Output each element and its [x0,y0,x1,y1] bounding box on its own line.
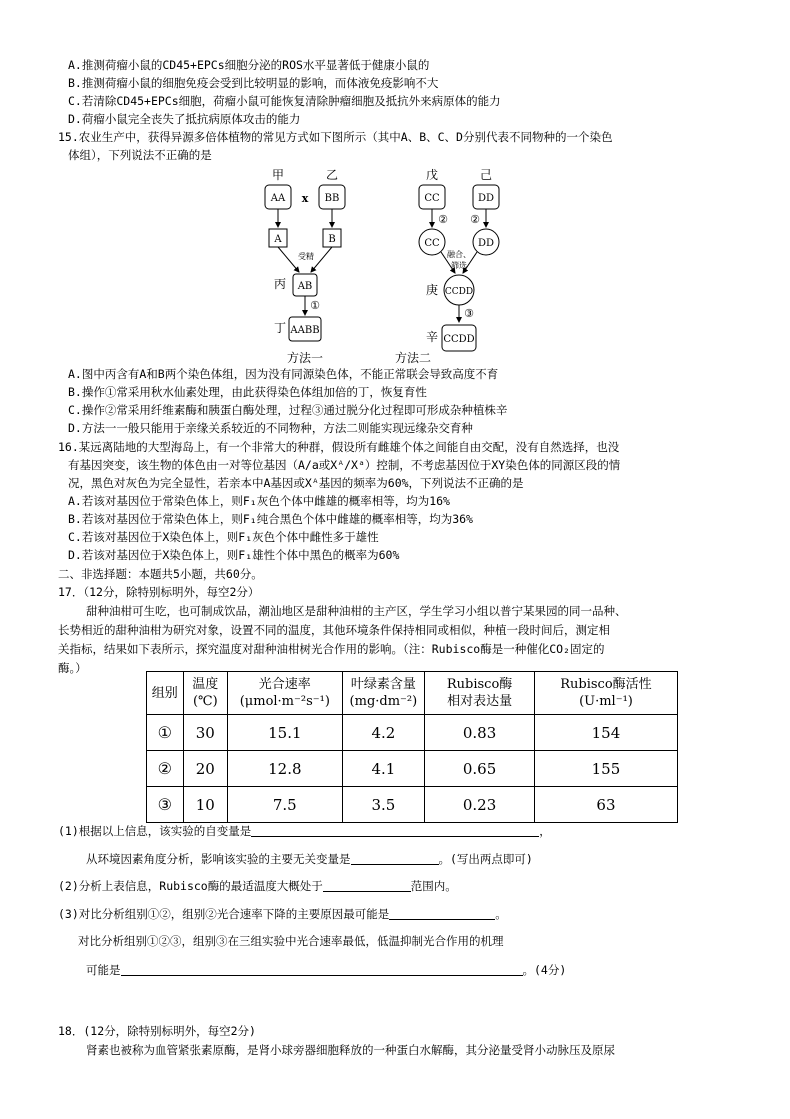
text-ab: AB [297,281,313,292]
q14-option-a: A.推测荷瘤小鼠的CD45+EPCs细胞分泌的ROS水平显著低于健康小鼠的 [68,58,430,72]
polyploid-breeding-diagram [255,165,555,370]
q16-stem-line3: 况，黑色对灰色为完全显性，若亲本中A基因或Xᴬ基因的频率为60%，下列说法不正确的是 [68,476,524,490]
q17-intro-line1: 甜种油柑可生吃，也可制成饮品，潮汕地区是甜种油柑的主产区，学生学习小组以普宁某果园的同一品种、 [86,604,627,618]
cell-group: ② [147,751,184,787]
cell-rate: 15.1 [228,715,342,751]
cell-rate: 12.8 [228,751,342,787]
label-bing: 丙 [273,277,287,291]
text-bb: BB [324,193,340,204]
q17-data-table [146,671,678,823]
q15-option-c: C.操作②常采用纤维素酶和胰蛋白酶处理，过程③通过脱分化过程即可形成杂种植株辛 [68,403,508,417]
answer-blank-5[interactable] [121,961,523,976]
cell-chlorophyll: 4.2 [342,715,425,751]
cell-group: ③ [147,787,184,823]
label-fuse2: 筛选 [451,261,467,270]
cell-expression: 0.23 [425,787,535,823]
op1: ① [310,299,320,312]
q16-option-d: D.若该对基因位于X染色体上，则F₁雄性个体中黑色的概率为60% [68,548,400,562]
label-jia: 甲 [271,168,285,182]
text-b: B [328,234,336,245]
label-fuse1: 融合、 [447,250,471,259]
text-cell-ccdd: CCDD [444,287,474,297]
q17-sub3-b: 对比分析组别①②③，组别③在三组实验中光合速率最低，低温抑制光合作用的机理 [78,934,504,948]
label-ji: 己 [479,168,493,182]
table-row [147,715,678,751]
q17-intro-line2: 长势相近的甜种油柑为研究对象，设置不同的温度，其他环境条件保持相同或相似，种植一段时间后，测定相 [58,623,610,637]
cell-temp: 30 [183,715,228,751]
q14-option-d: D.荷瘤小鼠完全丧失了抵抗病原体攻击的能力 [68,112,301,126]
q18-line1: 肾素也被称为血管紧张素原酶，是肾小球旁器细胞释放的一种蛋白水解酶，其分泌量受肾小动脉压及原尿 [86,1043,615,1057]
text-dd: DD [477,193,495,204]
text-aa: AA [270,193,286,204]
table-row [147,751,678,787]
q16-stem-line2: 有基因突变，该生物的体色由一对等位基因（A/a或Xᴬ/Xᵃ）控制，不考虑基因位于XY染色体的同源区段的情 [68,458,621,472]
text-aabb: AABB [290,325,320,336]
cell-activity: 154 [534,715,677,751]
cell-activity: 63 [534,787,677,823]
q15-option-a: A.图中丙含有A和B两个染色体组，因为没有同源染色体，不能正常联会导致高度不育 [68,367,499,381]
q17-intro-line4: 酶。） [58,661,87,675]
text-cell-dd: DD [477,238,495,249]
text-a: A [274,234,282,245]
header-photosynthesis-rate: 光合速率 (μmol·m⁻²s⁻¹) [228,672,342,715]
q17-header: 17．（12分，除特别标明外，每空2分） [58,585,260,599]
q14-option-c: C.若清除CD45+EPCs细胞，荷瘤小鼠可能恢复清除肿瘤细胞及抵抗外来病原体的能力 [68,94,501,108]
q17-sub2: (2)分析上表信息，Rubisco酶的最适温度大概处于 范围内。 [58,879,457,893]
cell-expression: 0.83 [425,715,535,751]
q15-stem-line1: 15.农业生产中，获得异源多倍体植物的常见方式如下图所示（其中A、B、C、D分别代表不同物种的一个染色 [58,130,613,144]
label-method2: 方法二 [394,351,432,365]
op2-right: ② [470,213,480,226]
cell-activity: 155 [534,751,677,787]
answer-blank-1[interactable] [251,822,539,837]
header-rubisco-expression: Rubisco酶 相对表达量 [425,672,535,715]
label-method1: 方法一 [286,351,324,365]
table-row [147,787,678,823]
header-temperature: 温度 (℃) [183,672,228,715]
cell-chlorophyll: 3.5 [342,787,425,823]
label-yi: 乙 [325,168,339,182]
cell-temp: 10 [183,787,228,823]
label-fertilization: 受精 [298,252,314,261]
q16-option-b: B.若该对基因位于常染色体上，则F₁纯合黑色个体中雌雄的概率相等，均为36% [68,512,473,526]
text-cc: CC [424,193,440,204]
text-plant-ccdd: CCDD [443,334,475,345]
header-group: 组别 [147,672,184,715]
q17-sub3-a: (3)对比分析组别①②，组别②光合速率下降的主要原因最可能是 。 [58,907,507,921]
cell-rate: 7.5 [228,787,342,823]
answer-blank-4[interactable] [389,905,495,920]
q17-sub3-c: 可能是 。(4分) [86,963,567,977]
q15-option-d: D.方法一一般只能用于亲缘关系较近的不同物种，方法二则能实现远缘杂交育种 [68,421,473,435]
cell-group: ① [147,715,184,751]
q17-sub1-a: (1)根据以上信息，该实验的自变量是 ， [58,824,551,838]
answer-blank-3[interactable] [323,877,411,892]
q16-option-c: C.若该对基因位于X染色体上，则F₁灰色个体中雌性多于雄性 [68,530,379,544]
header-chlorophyll: 叶绿素含量 (mg·dm⁻²) [342,672,425,715]
q14-option-b: B.推测荷瘤小鼠的细胞免疫会受到比较明显的影响，而体液免疫影响不大 [68,76,439,90]
q16-stem-line1: 16.某远离陆地的大型海岛上，有一个非常大的种群，假设所有雌雄个体之间能自由交配，没有自然选择，也没 [58,440,620,454]
q17-sub1-b: 从环境因素角度分析，影响该实验的主要无关变量是 。(写出两点即可) [86,852,533,866]
label-ding: 丁 [273,321,287,335]
q18-header: 18．(12分，除特别标明外，每空2分) [58,1024,256,1038]
cell-expression: 0.65 [425,751,535,787]
section-heading: 二、非选择题：本题共5小题，共60分。 [58,567,263,581]
op3: ③ [464,307,474,320]
label-geng: 庚 [425,283,439,297]
cell-temp: 20 [183,751,228,787]
header-rubisco-activity: Rubisco酶活性 (U·ml⁻¹) [534,672,677,715]
q15-option-b: B.操作①常采用秋水仙素处理，由此获得染色体组加倍的丁，恢复育性 [68,385,427,399]
answer-blank-2[interactable] [351,850,439,865]
label-wu: 戊 [425,168,439,182]
op2-left: ② [438,213,448,226]
text-cell-cc: CC [424,238,440,249]
cell-chlorophyll: 4.1 [342,751,425,787]
q15-stem-line2: 体组），下列说法不正确的是 [68,148,212,162]
q16-option-a: A.若该对基因位于常染色体上，则F₁灰色个体中雌雄的概率相等，均为16% [68,494,450,508]
cross-sign: x [301,192,309,205]
label-xin: 辛 [425,330,439,344]
q17-intro-line3: 关指标，结果如下表所示，探究温度对甜种油柑树光合作用的影响。（注：Rubisco酶是一种催化CO₂固定的 [58,642,605,656]
